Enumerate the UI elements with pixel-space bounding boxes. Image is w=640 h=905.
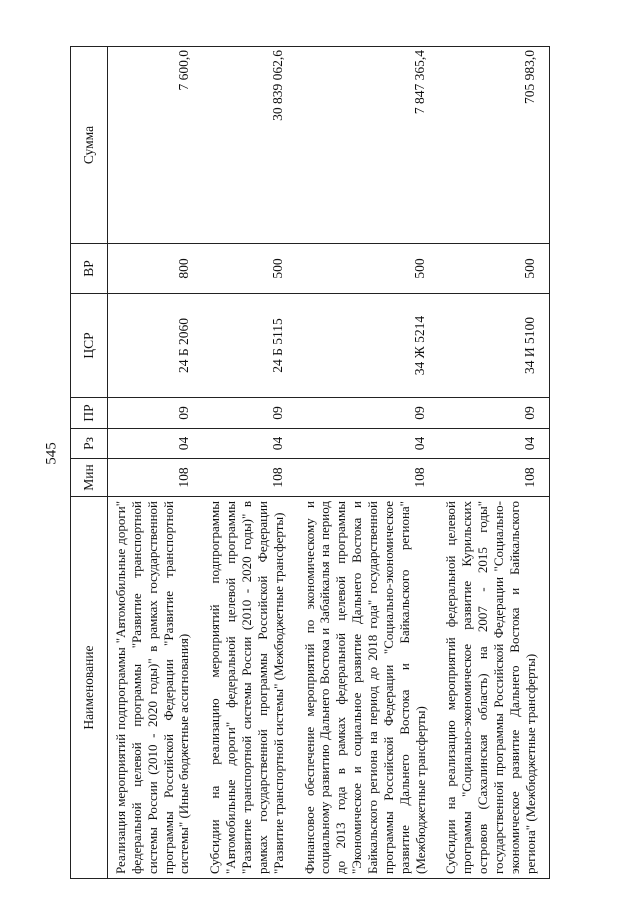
row-vr: 500 xyxy=(202,244,296,294)
row-rz: 04 xyxy=(202,429,296,459)
header-rz: Рз xyxy=(71,429,108,459)
row-sum: 7 600,0 xyxy=(108,47,203,244)
row-vr: 500 xyxy=(438,244,549,294)
row-pr: 09 xyxy=(202,398,296,429)
row-vr: 800 xyxy=(108,244,203,294)
header-pr: ПР xyxy=(71,398,108,429)
row-sum: 7 847 365,4 xyxy=(297,47,439,244)
budget-table xyxy=(70,46,550,879)
row-pr: 09 xyxy=(297,398,439,429)
row-csr: 34 Ж 5214 xyxy=(297,294,439,398)
row-rz: 04 xyxy=(108,429,203,459)
header-vr: ВР xyxy=(71,244,108,294)
row-min: 108 xyxy=(438,459,549,497)
row-rz: 04 xyxy=(438,429,549,459)
row-name: Финансовое обеспечение мероприятий по экономическому и социальному развитию Дальнего Востока и Забайкалья на период до 2013 года в рамках федеральной целевой программы "Экономическое и социальное развитие Дальнего Востока и Байкальского региона на период до 2018 года" государственной программы Российской Федерации "Социально-экономическое развитие Дальнего Востока и Байкальского региона" (Межбюджетные трансферты) xyxy=(297,497,439,879)
row-sum: 30 839 062,6 xyxy=(202,47,296,244)
rotated-page-content xyxy=(70,47,619,879)
header-csr: ЦСР xyxy=(71,294,108,398)
row-csr: 34 И 5100 xyxy=(438,294,549,398)
row-name: Реализация мероприятий подпрограммы "Автомобильные дороги" федеральной целевой программы "Развитие транспортной системы России (2010 - 2020 годы)" в рамках государственной программы Российской Федерации "Развитие транспортной системы" (Иные бюджетные ассигнования) xyxy=(108,497,203,879)
row-sum: 705 983,0 xyxy=(438,47,549,244)
row-csr: 24 Б 5115 xyxy=(202,294,296,398)
row-pr: 09 xyxy=(438,398,549,429)
table-body xyxy=(108,47,550,879)
page-number: 545 xyxy=(43,442,60,465)
row-min: 108 xyxy=(297,459,439,497)
row-name: Субсидии на реализацию мероприятий подпрограммы "Автомобильные дороги" федеральной целевой программы "Развитие транспортной системы России (2010 - 2020 годы)" в рамках государственной программы Российской Федерации "Развитие транспортной системы" (Межбюджетные трансферты) xyxy=(202,497,296,879)
table-row xyxy=(202,47,296,879)
row-min: 108 xyxy=(108,459,203,497)
row-vr: 500 xyxy=(297,244,439,294)
header-min: Мин xyxy=(71,459,108,497)
table-row xyxy=(438,47,549,879)
table-header xyxy=(71,47,108,879)
row-name: Субсидии на реализацию мероприятий федеральной целевой программы "Социально-экономическое развитие Курильских островов (Сахалинская область) на 2007 - 2015 годы" государственной программы Российской Федерации "Социально-экономическое развитие Дальнего Востока и Байкальского региона" (Межбюджетные трансферты) xyxy=(438,497,549,879)
row-csr: 24 Б 2060 xyxy=(108,294,203,398)
row-min: 108 xyxy=(202,459,296,497)
row-pr: 09 xyxy=(108,398,203,429)
header-name: Наименование xyxy=(71,497,108,879)
row-rz: 04 xyxy=(297,429,439,459)
header-sum: Сумма xyxy=(71,47,108,244)
table-row xyxy=(297,47,439,879)
table-row xyxy=(108,47,203,879)
